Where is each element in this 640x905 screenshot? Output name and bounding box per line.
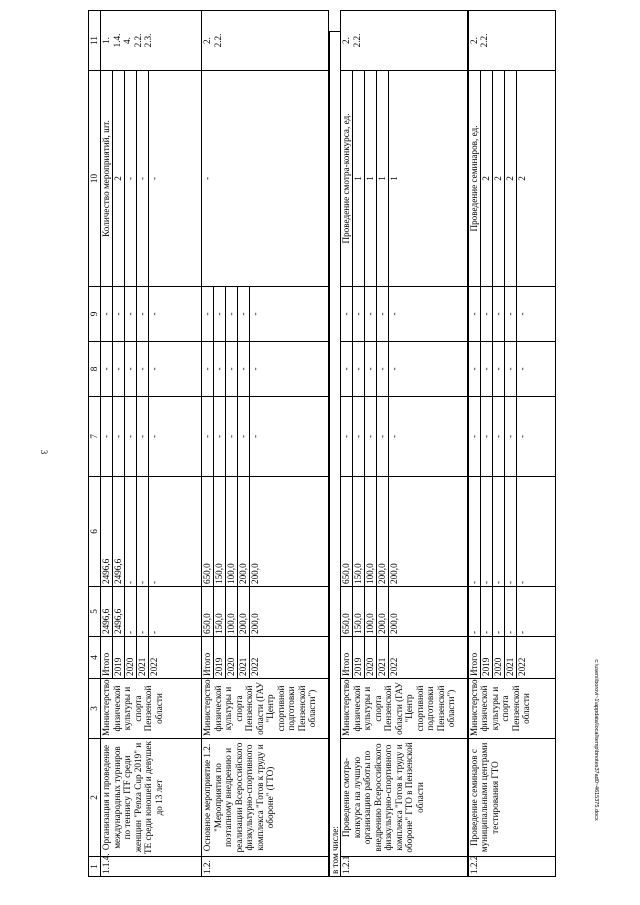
value-cell-c7: -: [250, 434, 261, 439]
rotated-table-container: [88, 31, 590, 877]
value-cell-c9: -: [149, 312, 160, 316]
value-cell-c9: -: [365, 312, 376, 316]
value-cell-c7: -: [389, 434, 400, 439]
table-row: [101, 11, 113, 877]
value-cell-c7: -: [353, 434, 364, 439]
value-cell-c6: 650,0: [341, 563, 352, 584]
value-cell-c9: -: [226, 312, 237, 316]
activity-number: 1.2.1: [341, 855, 352, 874]
value-cell-c6: -: [125, 580, 136, 584]
activity-name: Основное мероприятие 1.2. "Мероприятия по поэтапному внедрению и реализации Всероссийского физкультурно-спортивного комплекса "Готов к труду и обороне" (ГТО): [202, 740, 276, 853]
value-cell-c7: -: [365, 434, 376, 439]
value-cell-c7: -: [113, 434, 124, 439]
value-cell-c6: -: [468, 580, 479, 584]
value-cell-c5: 100,0: [365, 613, 376, 634]
year-cell: 2019: [214, 657, 225, 676]
year-cell: 2020: [226, 657, 237, 676]
page-number: 3: [39, 449, 49, 455]
value-cell-c6: 650,0: [202, 563, 213, 584]
value-cell-c6: 2496,6: [113, 558, 124, 584]
col-number: 6: [89, 477, 101, 587]
value-cell-c5: 2496,6: [113, 608, 124, 634]
value-cell-c6: -: [137, 580, 148, 584]
year-cell: Итого: [202, 652, 213, 676]
year-cell: 2022: [516, 657, 527, 676]
value-cell-c7: -: [468, 434, 479, 439]
value-cell-c8: -: [101, 367, 112, 371]
program-table: [88, 10, 101, 877]
value-cell-c9: -: [516, 312, 527, 316]
value-cell-c5: 150,0: [353, 613, 364, 634]
value-cell-c7: -: [341, 434, 352, 439]
year-cell: 2021: [137, 657, 148, 676]
year-cell: 2022: [389, 657, 400, 676]
value-cell-c8: -: [377, 367, 388, 371]
value-cell-c5: -: [137, 630, 148, 634]
value-cell-c5: 650,0: [202, 613, 213, 634]
subtotal-caption-table: [329, 31, 342, 877]
value-cell-c9: -: [377, 312, 388, 316]
value-cell-c6: 100,0: [365, 563, 376, 584]
value-cell-c9: -: [214, 312, 225, 316]
value-cell-c5: 200,0: [377, 613, 388, 634]
value-cell-c9: -: [480, 312, 491, 316]
value-cell-c6: -: [504, 580, 515, 584]
col-number: 10: [89, 71, 101, 287]
year-cell: 2021: [504, 657, 515, 676]
value-cell-c7: -: [504, 434, 515, 439]
activity-block-1.2.2: [468, 10, 556, 877]
value-cell-c8: -: [492, 367, 503, 371]
goal-reference: 2. 2.2.: [202, 33, 223, 48]
activity-number: 1.2.2: [468, 855, 479, 874]
value-cell-c8: -: [149, 367, 160, 371]
value-cell-c6: -: [516, 580, 527, 584]
value-cell-c9: -: [250, 312, 261, 316]
value-cell-c8: -: [137, 367, 148, 371]
year-cell: 2019: [480, 657, 491, 676]
goal-reference: 2. 2.2.: [468, 33, 490, 48]
value-cell-c9: -: [389, 312, 400, 316]
value-cell-c7: -: [516, 434, 527, 439]
value-cell-c7: -: [492, 434, 503, 439]
value-cell-c8: -: [226, 367, 237, 371]
value-cell-c6: 2496,6: [101, 558, 112, 584]
value-cell-c9: -: [341, 312, 352, 316]
value-cell-c6: 200,0: [377, 563, 388, 584]
value-cell-c6: -: [492, 580, 503, 584]
value-cell-c8: -: [516, 367, 527, 371]
value-cell-c5: 200,0: [250, 613, 261, 634]
indicator-value: 2: [480, 176, 491, 181]
executor: Министерство физической культуры и спорта Пензенской области (ГАУ "Центр спортивной подготовки Пензенской области"): [341, 677, 457, 736]
value-cell-c7: -: [214, 434, 225, 439]
indicator-value: 1: [389, 176, 400, 181]
year-cell: Итого: [341, 652, 352, 676]
value-cell-c5: -: [468, 630, 479, 634]
value-cell-c9: -: [101, 312, 112, 316]
indicator-value: 2: [492, 176, 503, 181]
year-cell: Итого: [101, 652, 112, 676]
value-cell-c8: -: [353, 367, 364, 371]
value-cell-c8: -: [125, 367, 136, 371]
indicator-value: -: [202, 176, 213, 181]
value-cell-c7: -: [377, 434, 388, 439]
value-cell-c8: -: [341, 367, 352, 371]
indicator-value: 2: [504, 176, 515, 181]
value-cell-c6: -: [149, 580, 160, 584]
value-cell-c5: -: [504, 630, 515, 634]
indicator-value: -: [149, 176, 160, 181]
value-cell-c5: 200,0: [238, 613, 249, 634]
value-cell-c8: -: [250, 367, 261, 371]
value-cell-c7: -: [101, 434, 112, 439]
table-row: [341, 11, 353, 877]
indicator-value: 2: [516, 176, 527, 181]
value-cell-c7: -: [238, 434, 249, 439]
year-cell: Итого: [468, 652, 479, 676]
value-cell-c9: -: [492, 312, 503, 316]
activity-name: Проведение семинаров с муниципальными центрами тестирования ГТО: [468, 740, 500, 853]
value-cell-c8: -: [504, 367, 515, 371]
executor: Министерство физической культуры и спорта Пензенской области (ГАУ "Центр спортивной подготовки Пензенской области"): [202, 677, 318, 736]
indicator-title: Количество мероприятий, шт.: [101, 120, 112, 237]
value-cell-c8: -: [238, 367, 249, 371]
col-number: 8: [89, 342, 101, 397]
value-cell-c5: -: [480, 630, 491, 634]
file-path-footer: c:\users\borovi~1\appdata\local\temp\bnotes37ad0~4615375.docx: [593, 659, 599, 821]
value-cell-c7: -: [202, 434, 213, 439]
year-cell: 2022: [149, 657, 160, 676]
indicator-value: -: [137, 176, 148, 181]
value-cell-c7: -: [480, 434, 491, 439]
indicator-value: 1: [377, 176, 388, 181]
value-cell-c6: 200,0: [389, 563, 400, 584]
value-cell-c9: -: [125, 312, 136, 316]
table-row: [202, 11, 214, 877]
value-cell-c5: 2496,6: [101, 608, 112, 634]
indicator-value: -: [125, 176, 136, 181]
value-cell-c5: -: [516, 630, 527, 634]
value-cell-c7: -: [226, 434, 237, 439]
value-cell-c5: 100,0: [226, 613, 237, 634]
value-cell-c6: 200,0: [238, 563, 249, 584]
year-cell: 2019: [113, 657, 124, 676]
value-cell-c7: -: [149, 434, 160, 439]
value-cell-c7: -: [125, 434, 136, 439]
column-number-row: [89, 11, 101, 877]
activity-name: Организация и проведение международных турниров по теннису ITF среди женщин "Penza Cup 2019" и TE среди юношей и девушек до 13 лет: [101, 738, 164, 854]
value-cell-c5: -: [149, 630, 160, 634]
value-cell-c5: 200,0: [389, 613, 400, 634]
value-cell-c5: 150,0: [214, 613, 225, 634]
value-cell-c9: -: [113, 312, 124, 316]
indicator-title: Проведение семинаров, ед.: [468, 125, 479, 232]
value-cell-c5: 650,0: [341, 613, 352, 634]
value-cell-c8: -: [202, 367, 213, 371]
year-cell: 2021: [377, 657, 388, 676]
value-cell-c5: -: [492, 630, 503, 634]
executor: Министерство физической культуры и спорта Пензенской области: [468, 677, 532, 736]
value-cell-c6: 200,0: [250, 563, 261, 584]
value-cell-c9: -: [202, 312, 213, 316]
value-cell-c9: -: [238, 312, 249, 316]
table-body: [100, 31, 555, 877]
table-row: [468, 11, 480, 877]
activity-number: 1.1.4.: [101, 853, 112, 874]
value-cell-c9: -: [468, 312, 479, 316]
indicator-value: 2: [113, 176, 124, 181]
col-number: 11: [89, 11, 101, 71]
goal-reference: 1. 1.4. 4. 2.2. 2.3.: [101, 33, 154, 48]
goal-reference: 2. 2.2.: [341, 33, 362, 48]
indicator-value: 1: [353, 176, 364, 181]
indicator-title: Проведение смотра-конкурса, ед.: [341, 113, 352, 244]
value-cell-c8: -: [468, 367, 479, 371]
executor: Министерство физической культуры и спорта Пензенской области: [101, 677, 164, 736]
value-cell-c8: -: [389, 367, 400, 371]
col-number: 4: [89, 637, 101, 679]
col-number: 9: [89, 287, 101, 342]
activity-name: Проведение смотра-конкурса на лучшую организацию работы по внедрению Всероссийского физкультурно-спортивного комплекса "Готов к труду и обороне" ГТО в Пензенской области: [341, 740, 425, 853]
in-total-label: в том числе:: [329, 826, 340, 874]
value-cell-c6: 150,0: [353, 563, 364, 584]
value-cell-c9: -: [353, 312, 364, 316]
col-number: 3: [89, 679, 101, 739]
year-cell: 2021: [238, 657, 249, 676]
year-cell: 2022: [250, 657, 261, 676]
col-number: 5: [89, 587, 101, 637]
year-cell: 2020: [365, 657, 376, 676]
col-number: 1: [89, 857, 101, 877]
value-cell-c9: -: [504, 312, 515, 316]
value-cell-c8: -: [480, 367, 491, 371]
value-cell-c7: -: [137, 434, 148, 439]
value-cell-c6: -: [480, 580, 491, 584]
value-cell-c8: -: [214, 367, 225, 371]
activity-block-1.2.: [201, 10, 329, 877]
value-cell-c8: -: [113, 367, 124, 371]
value-cell-c5: -: [125, 630, 136, 634]
year-cell: 2020: [492, 657, 503, 676]
activity-number: 1.2.: [202, 860, 213, 874]
col-number: 7: [89, 397, 101, 477]
value-cell-c6: 100,0: [226, 563, 237, 584]
year-cell: 2020: [125, 657, 136, 676]
value-cell-c6: 150,0: [214, 563, 225, 584]
activity-block-1.2.1: [340, 10, 468, 877]
activity-block-1.1.4.: [100, 10, 202, 877]
indicator-value: 1: [365, 176, 376, 181]
year-cell: 2019: [353, 657, 364, 676]
value-cell-c8: -: [365, 367, 376, 371]
col-number: 2: [89, 739, 101, 857]
value-cell-c9: -: [137, 312, 148, 316]
